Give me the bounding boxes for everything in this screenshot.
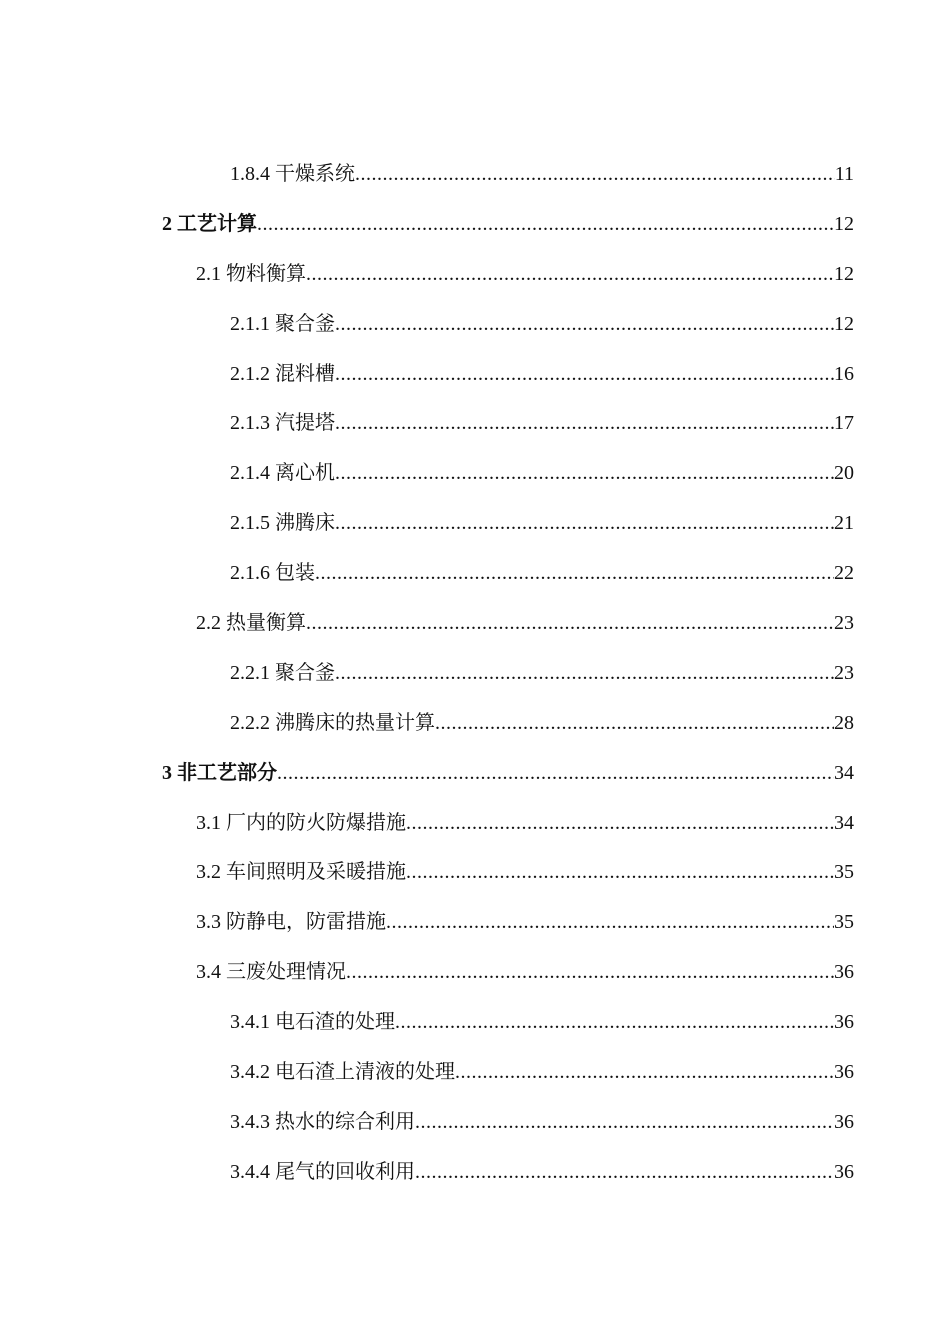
toc-entry-title: 1.8.4 干燥系统 <box>230 162 355 185</box>
toc-entry[interactable] <box>0 1047 950 1097</box>
toc-entry-page-number: 17 <box>834 412 854 435</box>
toc-entry[interactable] <box>0 249 950 299</box>
toc-entry[interactable] <box>0 548 950 598</box>
toc-entry-title: 3.2 车间照明及采暖措施 <box>196 861 406 884</box>
toc-dot-leader <box>257 210 834 238</box>
toc-entry[interactable] <box>0 299 950 349</box>
toc-entry-page-number: 22 <box>834 562 854 585</box>
toc-entry-page-number: 36 <box>834 961 854 984</box>
toc-dot-leader <box>335 409 834 437</box>
toc-entry-title: 3.3 防静电，防雷措施 <box>196 911 386 934</box>
toc-entry[interactable] <box>0 897 950 947</box>
toc-entry-page-number: 20 <box>834 462 854 485</box>
toc-dot-leader <box>415 1108 834 1136</box>
toc-entry-page-number: 36 <box>834 1011 854 1034</box>
toc-entry-title: 2.1.1 聚合釜 <box>230 312 335 335</box>
toc-entry[interactable] <box>0 398 950 448</box>
toc-entry[interactable] <box>0 947 950 997</box>
toc-entry-page-number: 23 <box>834 611 854 634</box>
toc-dot-leader <box>315 559 834 587</box>
toc-entry-page-number: 36 <box>834 1110 854 1133</box>
toc-entry-title: 2.1.4 离心机 <box>230 462 335 485</box>
toc-entry-page-number: 28 <box>834 711 854 734</box>
toc-dot-leader <box>335 659 834 687</box>
toc-entry[interactable] <box>0 199 950 249</box>
toc-entry[interactable] <box>0 349 950 399</box>
toc-entry-title: 2.1.2 混料槽 <box>230 362 335 385</box>
toc-dot-leader <box>406 858 834 886</box>
toc-entry[interactable] <box>0 149 950 199</box>
toc-dot-leader <box>395 1008 834 1036</box>
toc-entry-page-number: 35 <box>834 861 854 884</box>
toc-entry[interactable] <box>0 648 950 698</box>
toc-entry[interactable] <box>0 498 950 548</box>
toc-entry[interactable] <box>0 748 950 798</box>
toc-entry[interactable] <box>0 448 950 498</box>
toc-entry-page-number: 16 <box>834 362 854 385</box>
toc-dot-leader <box>335 509 834 537</box>
toc-entry[interactable] <box>0 598 950 648</box>
toc-entry-page-number: 11 <box>834 162 854 185</box>
toc-entry-title: 2.2.2 沸腾床的热量计算 <box>230 711 435 734</box>
toc-entry-page-number: 21 <box>834 512 854 535</box>
toc-entry-title: 2.2 热量衡算 <box>196 611 306 634</box>
toc-dot-leader <box>435 709 834 737</box>
toc-entry[interactable] <box>0 1147 950 1197</box>
toc-entry-page-number: 23 <box>834 661 854 684</box>
toc-entry-page-number: 36 <box>834 1160 854 1183</box>
toc-dot-leader <box>346 958 834 986</box>
toc-dot-leader <box>455 1058 834 1086</box>
toc-entry-page-number: 36 <box>834 1060 854 1083</box>
toc-entry[interactable] <box>0 1097 950 1147</box>
toc-entry-title: 3.1 厂内的防火防爆措施 <box>196 811 406 834</box>
toc-entry-page-number: 12 <box>834 212 854 235</box>
toc-entry-page-number: 12 <box>834 262 854 285</box>
toc-entry-title: 3.4 三废处理情况 <box>196 961 346 984</box>
toc-entry-page-number: 35 <box>834 911 854 934</box>
toc-entry-title: 2 工艺计算 <box>162 212 257 235</box>
toc-entry-title: 2.2.1 聚合釜 <box>230 661 335 684</box>
toc-dot-leader <box>306 260 834 288</box>
toc-entry-page-number: 34 <box>834 761 854 784</box>
toc-entry-title: 2.1.5 沸腾床 <box>230 512 335 535</box>
toc-entry-title: 3.4.2 电石渣上清液的处理 <box>230 1060 455 1083</box>
toc-dot-leader <box>406 809 834 837</box>
toc-entry-title: 2.1.3 汽提塔 <box>230 412 335 435</box>
toc-entry[interactable] <box>0 698 950 748</box>
toc-entry-page-number: 12 <box>834 312 854 335</box>
toc-dot-leader <box>277 759 834 787</box>
toc-dot-leader <box>415 1158 834 1186</box>
toc-entry-title: 3.4.1 电石渣的处理 <box>230 1011 395 1034</box>
table-of-contents <box>0 149 950 1197</box>
toc-entry-title: 2.1.6 包装 <box>230 562 315 585</box>
toc-dot-leader <box>335 360 834 388</box>
toc-entry-title: 2.1 物料衡算 <box>196 262 306 285</box>
toc-entry-title: 3 非工艺部分 <box>162 761 277 784</box>
toc-dot-leader <box>335 459 834 487</box>
toc-dot-leader <box>335 310 834 338</box>
toc-entry-title: 3.4.3 热水的综合利用 <box>230 1110 415 1133</box>
toc-dot-leader <box>355 160 835 188</box>
toc-entry-title: 3.4.4 尾气的回收利用 <box>230 1160 415 1183</box>
toc-dot-leader <box>386 908 834 936</box>
toc-entry[interactable] <box>0 997 950 1047</box>
toc-entry[interactable] <box>0 847 950 897</box>
toc-dot-leader <box>306 609 834 637</box>
toc-entry-page-number: 34 <box>834 811 854 834</box>
toc-entry[interactable] <box>0 798 950 848</box>
